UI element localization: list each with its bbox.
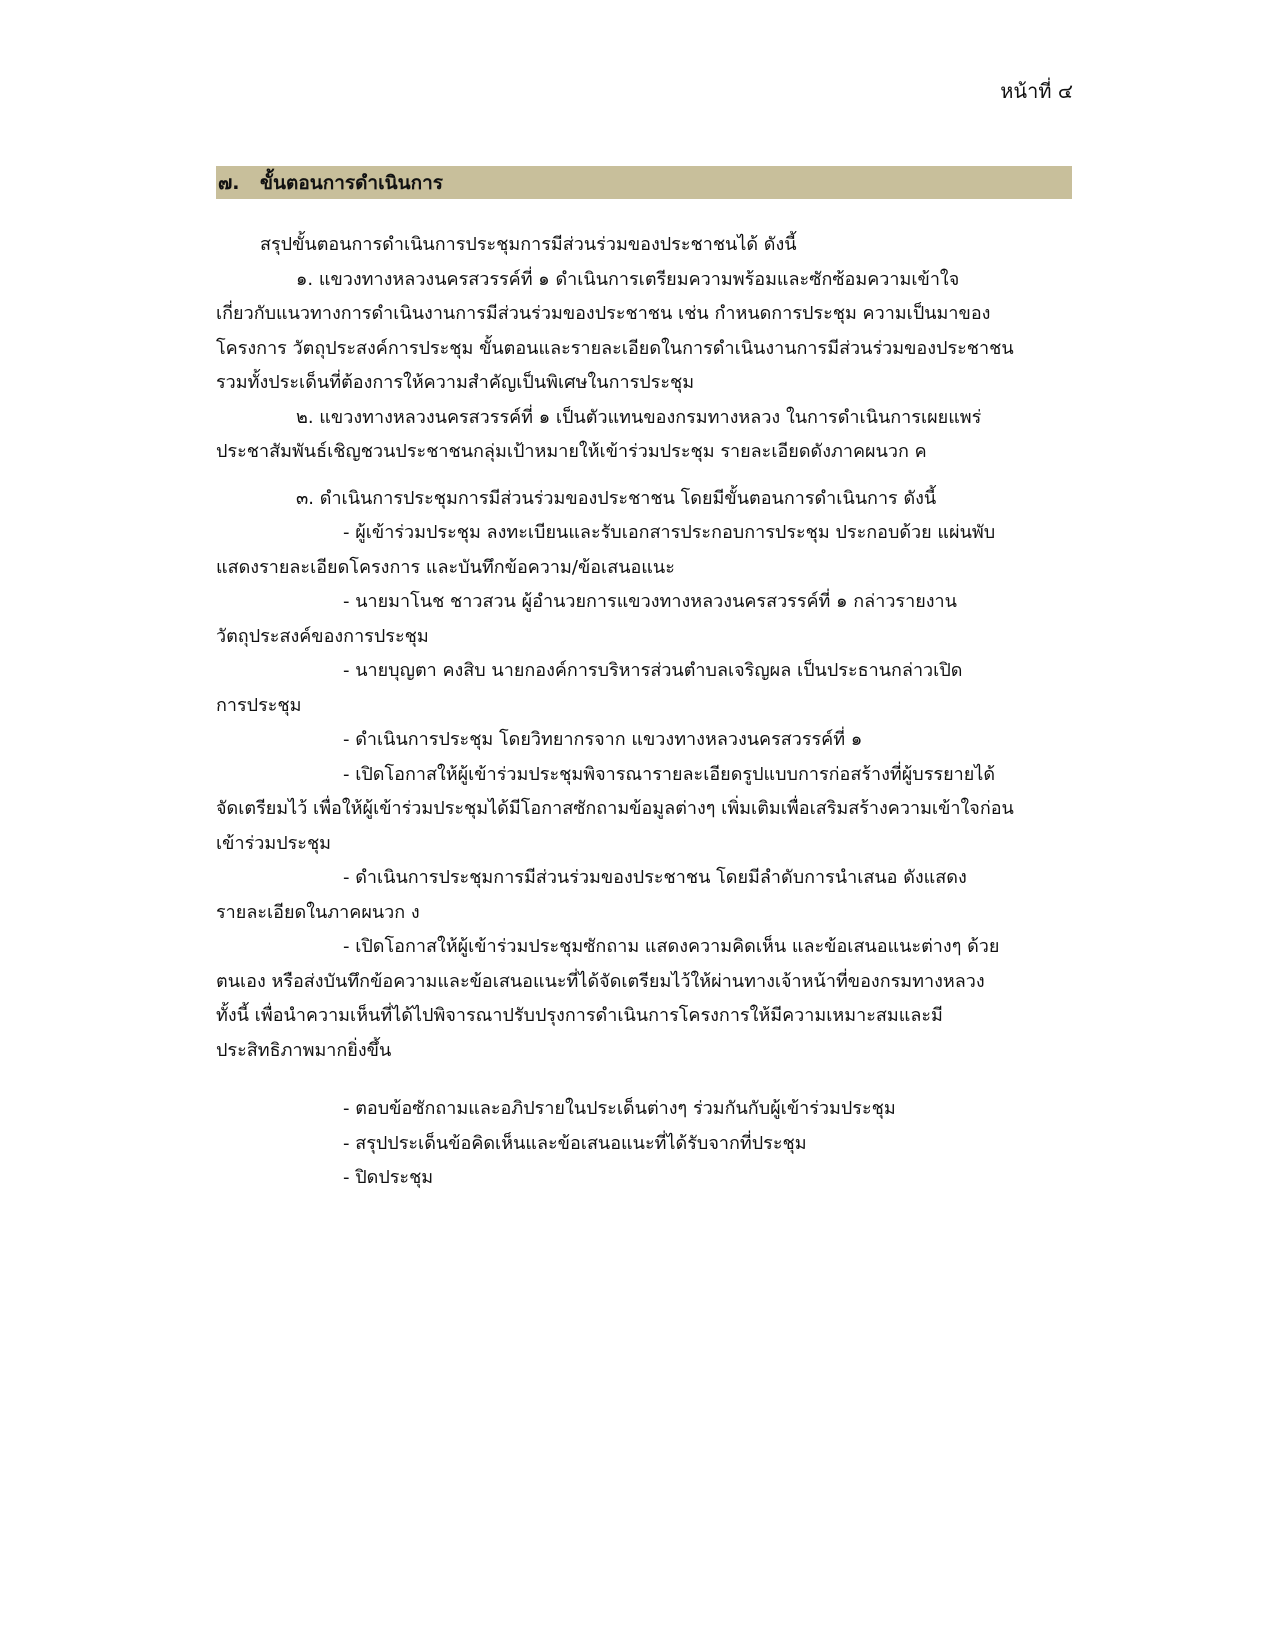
bullet-item: - ดำเนินการประชุมการมีส่วนร่วมของประชาชน โดยมีลำดับการนำเสนอ ดังแสดง [343, 867, 967, 888]
step-1-line: ๑. แขวงทางหลวงนครสวรรค์ที่ ๑ ดำเนินการเตรียมความพร้อมและซักซ้อมความเข้าใจ [296, 268, 960, 290]
step-1-line: เกี่ยวกับแนวทางการดำเนินงานการมีส่วนร่วมของประชาชน เช่น กำหนดการประชุม ความเป็นมาของ [216, 303, 991, 324]
bullet-item: - นายบุญตา คงสิบ นายกองค์การบริหารส่วนตำบลเจริญผล เป็นประธานกล่าวเปิด [343, 660, 963, 681]
step-1-line: โครงการ วัตถุประสงค์การประชุม ขั้นตอนและรายละเอียดในการดำเนินงานการมีส่วนร่วมของประชาชน [216, 337, 1014, 359]
bullet-item: - ผู้เข้าร่วมประชุม ลงทะเบียนและรับเอกสารประกอบการประชุม ประกอบด้วย แผ่นพับ [343, 522, 996, 543]
bullet-item: - ปิดประชุม [343, 1167, 434, 1188]
bullet-item-continuation: วัตถุประสงค์ของการประชุม [216, 625, 429, 647]
step-2-line: ๒. แขวงทางหลวงนครสวรรค์ที่ ๑ เป็นตัวแทนของกรมทางหลวง ในการดำเนินการเผยแพร่ [296, 406, 982, 428]
bullet-item-continuation: รายละเอียดในภาคผนวก ง [216, 901, 420, 923]
bullet-item: - สรุปประเด็นข้อคิดเห็นและข้อเสนอแนะที่ได้รับจากที่ประชุม [343, 1132, 807, 1154]
spacer [216, 470, 1076, 482]
bullet-item-continuation: จัดเตรียมไว้ เพื่อให้ผู้เข้าร่วมประชุมได้มีโอกาสซักถามข้อมูลต่างๆ เพิ่มเติมเพื่อเสริมสร้างความเข้าใจก่อน [216, 798, 1014, 819]
bullet-item-continuation: เข้าร่วมประชุม [216, 832, 332, 854]
section-number: ๗. [218, 171, 240, 194]
summary-intro: สรุปขั้นตอนการดำเนินการประชุมการมีส่วนร่วมของประชาชนได้ ดังนี้ [260, 234, 797, 255]
bullet-item: - ตอบข้อซักถามและอภิปรายในประเด็นต่างๆ ร่วมกันกับผู้เข้าร่วมประชุม [343, 1098, 896, 1119]
bullet-item-continuation: แสดงรายละเอียดโครงการ และบันทึกข้อความ/ข้อเสนอแนะ [216, 556, 675, 578]
bullet-item: - เปิดโอกาสให้ผู้เข้าร่วมประชุมซักถาม แสดงความคิดเห็น และข้อเสนอแนะต่างๆ ด้วย [343, 936, 1000, 957]
page-number: หน้าที่ ๔ [1000, 79, 1073, 103]
section-header [216, 166, 1072, 199]
bullet-item-continuation: ประสิทธิภาพมากยิ่งขึ้น [216, 1039, 392, 1061]
bullet-item: - ดำเนินการประชุม โดยวิทยากรจาก แขวงทางหลวงนครสวรรค์ที่ ๑ [343, 729, 863, 750]
step-3-line: ๓. ดำเนินการประชุมการมีส่วนร่วมของประชาชน โดยมีขั้นตอนการดำเนินการ ดังนี้ [296, 487, 937, 509]
section-body [216, 228, 1076, 1196]
step-2-line: ประชาสัมพันธ์เชิญชวนประชาชนกลุ่มเป้าหมายให้เข้าร่วมประชุม รายละเอียดดังภาคผนวก ค [216, 441, 927, 462]
step-1-line: รวมทั้งประเด็นที่ต้องการให้ความสำคัญเป็นพิเศษในการประชุม [216, 372, 695, 393]
bullet-item-continuation: ทั้งนี้ เพื่อนำความเห็นที่ได้ไปพิจารณาปรับปรุงการดำเนินการโครงการให้มีความเหมาะสมและมี [216, 1005, 943, 1026]
bullet-item-continuation: การประชุม [216, 694, 302, 716]
spacer [216, 1068, 1076, 1092]
bullet-item-continuation: ตนเอง หรือส่งบันทึกข้อความและข้อเสนอแนะที่ได้จัดเตรียมไว้ให้ผ่านทางเจ้าหน้าที่ของกรมทางหลวง [216, 970, 985, 992]
bullet-item: - เปิดโอกาสให้ผู้เข้าร่วมประชุมพิจารณารายละเอียดรูปแบบการก่อสร้างที่ผู้บรรยายได้ [343, 763, 996, 785]
bullet-item: - นายมาโนช ชาวสวน ผู้อำนวยการแขวงทางหลวงนครสวรรค์ที่ ๑ กล่าวรายงาน [343, 591, 957, 612]
section-title: ขั้นตอนการดำเนินการ [260, 171, 443, 194]
